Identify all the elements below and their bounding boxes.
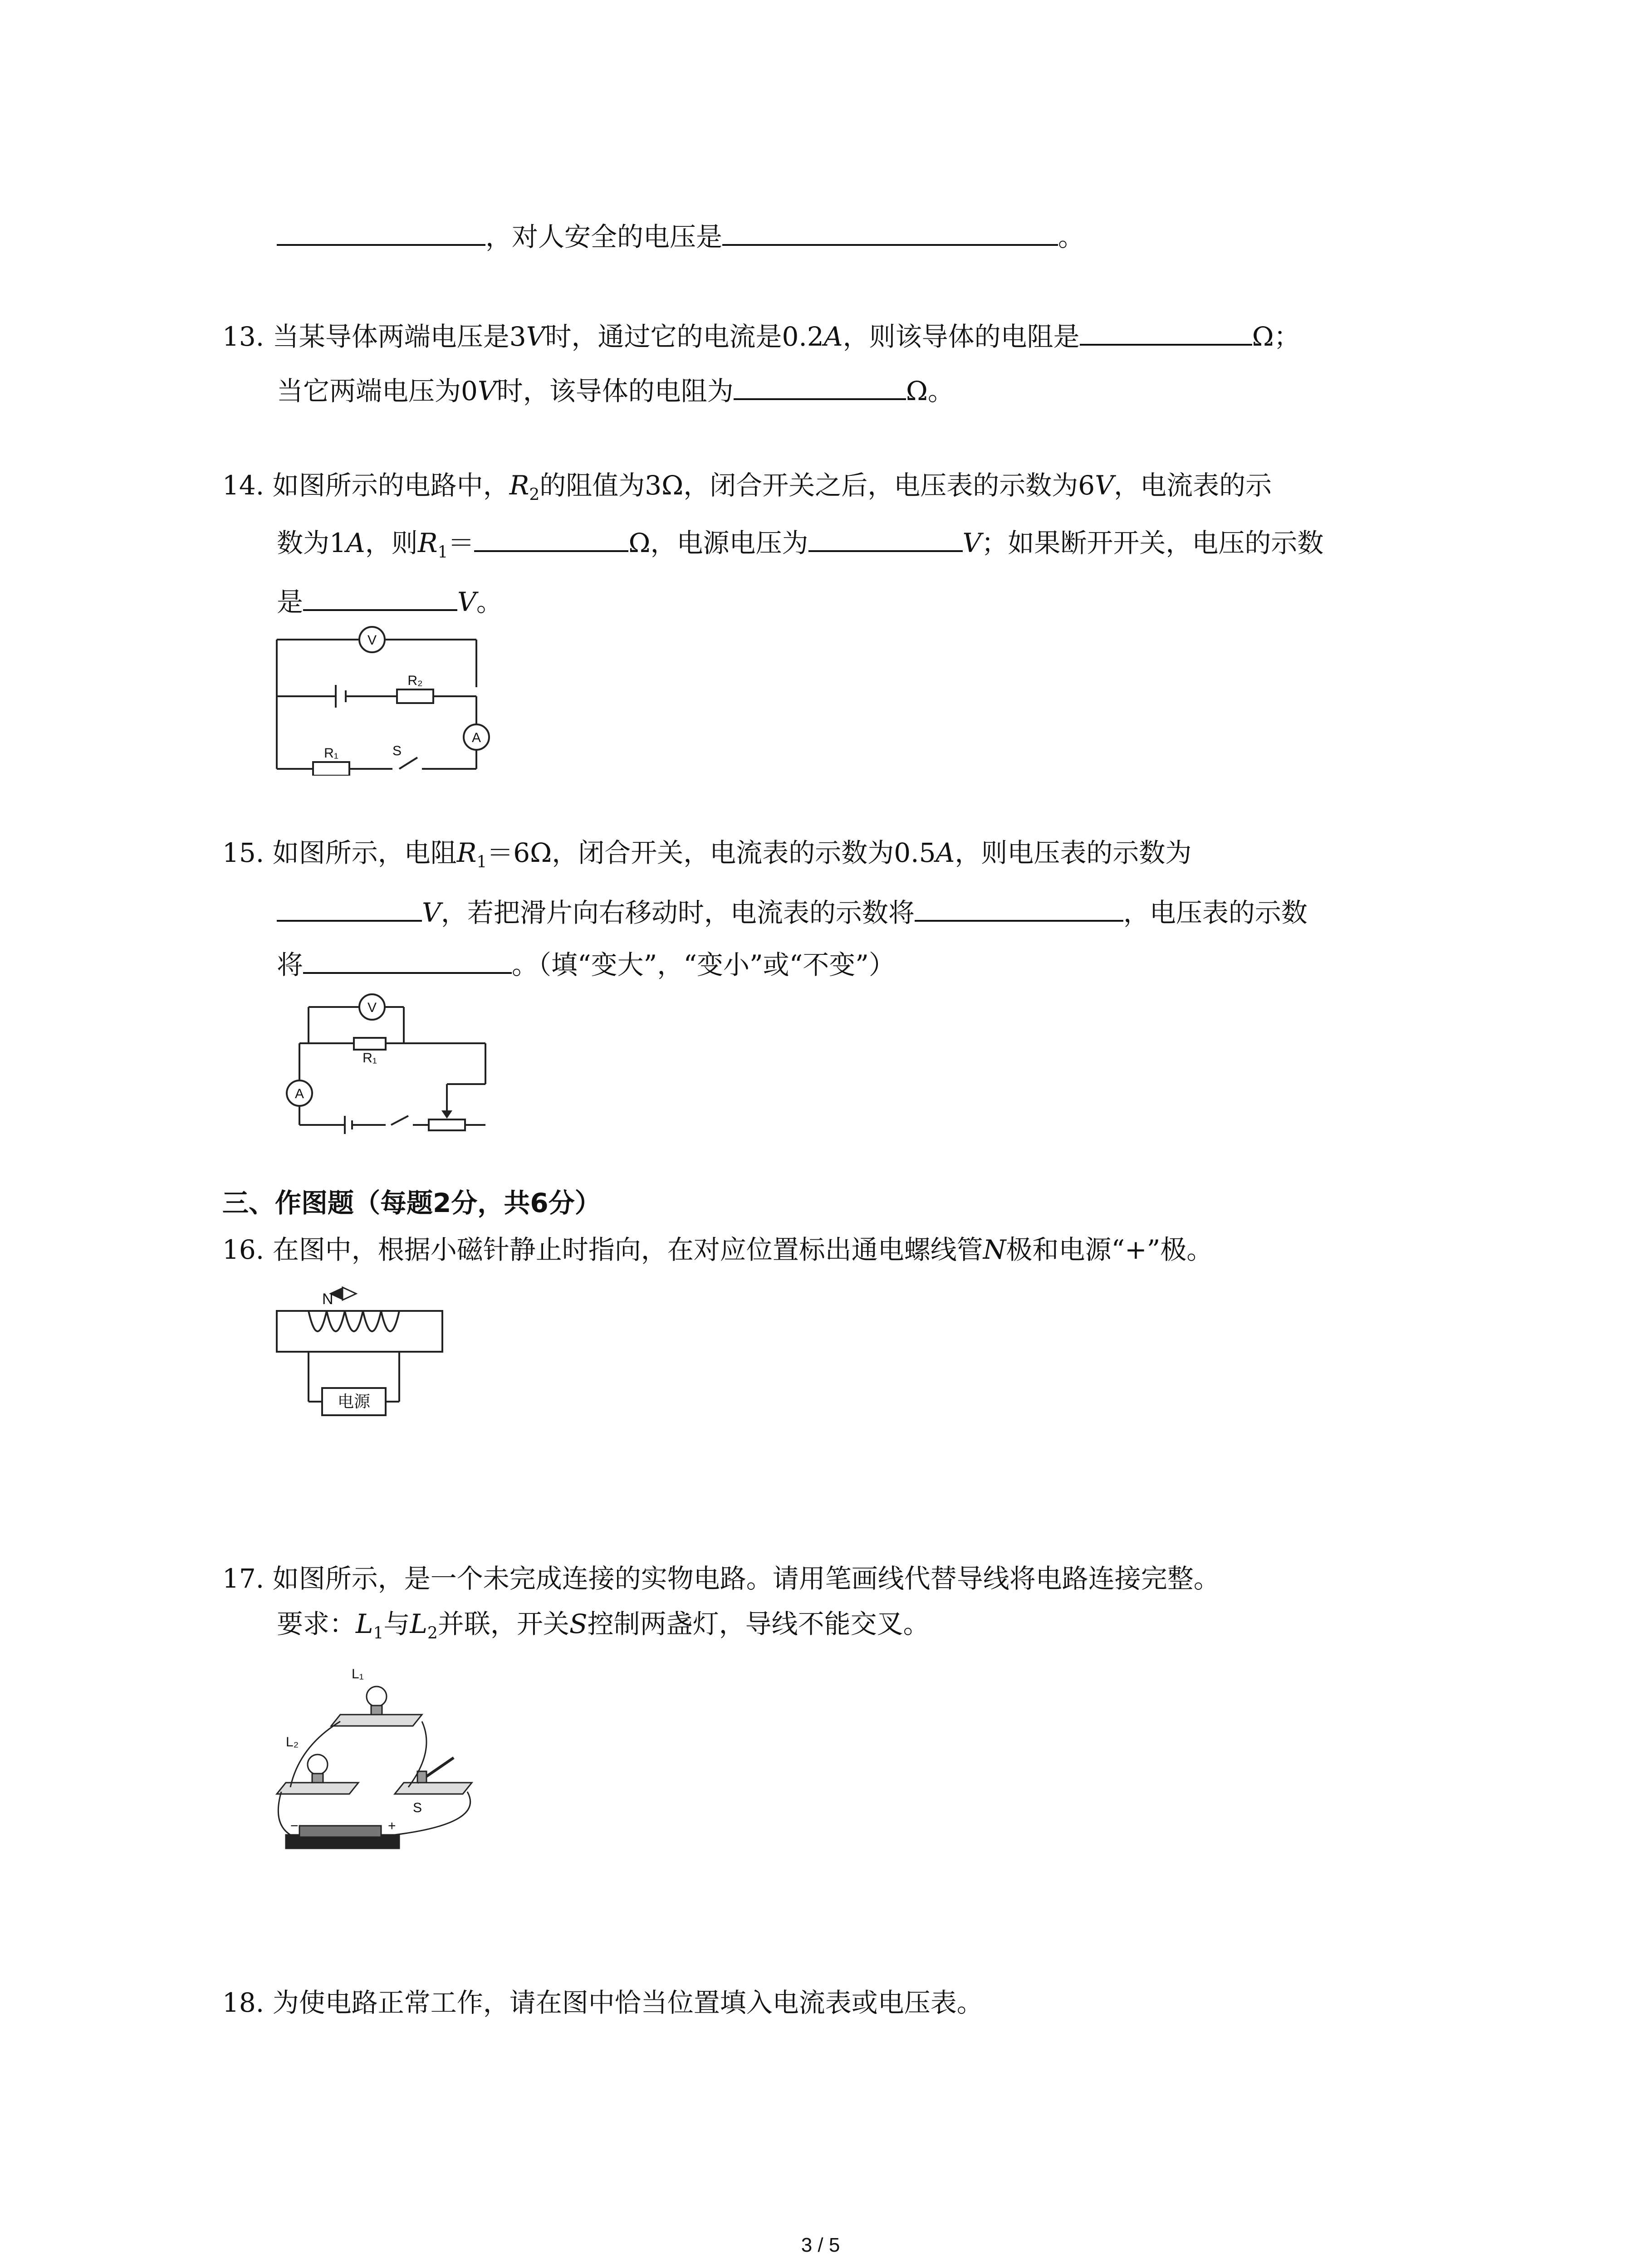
q16-line: 16. 在图中，根据小磁针静止时指向，在对应位置标出通电螺线管N极和电源“+”极。: [222, 1234, 1213, 1265]
plus-label: +: [388, 1818, 396, 1833]
q15-line2: V，若把滑片向右移动时，电流表的示数将 ，电压表的示数: [277, 894, 1308, 931]
answer-blank[interactable]: [303, 946, 512, 974]
q15-circuit-diagram: [272, 989, 499, 1134]
answer-blank[interactable]: [915, 894, 1123, 922]
q16-solenoid-diagram: [272, 1275, 454, 1429]
section-heading: 三、作图题（每题2分，共6分）: [222, 1188, 601, 1218]
q15-line3: 将 。（填“变大”，“变小”或“不变”）: [277, 946, 895, 983]
r1-label: R₁: [362, 1051, 377, 1066]
q12-line: ，对人安全的电压是 。: [277, 218, 1084, 255]
question-number: 16.: [222, 1234, 265, 1265]
q14-circuit-diagram: [272, 626, 508, 776]
answer-blank[interactable]: [734, 372, 906, 400]
answer-blank[interactable]: [277, 218, 485, 246]
minus-label: −: [290, 1818, 299, 1833]
q14-line3: 是 V。: [277, 583, 503, 620]
question-number: 18.: [222, 1987, 265, 2018]
answer-blank[interactable]: [808, 524, 963, 552]
q12-text: ，对人安全的电压是: [485, 221, 723, 252]
r1-label: R₁: [324, 746, 338, 761]
answer-blank[interactable]: [303, 583, 457, 611]
q17-physical-circuit: [272, 1656, 490, 1855]
answer-blank[interactable]: [277, 894, 422, 922]
ammeter-label: A: [294, 1086, 304, 1101]
q13-line1: 13. 当某导体两端电压是3V时，通过它的电流是0.2A，则该导体的电阻是 Ω；: [222, 318, 1300, 355]
l1-label: L₁: [352, 1667, 364, 1681]
question-number: 17.: [222, 1563, 265, 1594]
voltmeter-label: V: [367, 1000, 377, 1015]
question-number: 15.: [222, 837, 265, 868]
q17-line2: 要求：$L_1$与$L_2$并联，开关S控制两盏灯，导线不能交叉。: [277, 1608, 930, 1643]
n-label: N: [322, 1290, 333, 1308]
answer-blank[interactable]: [722, 218, 1058, 246]
switch-label: S: [413, 1800, 422, 1815]
q14-line1: 14. 如图所示的电路中，$R_2$的阻值为3Ω，闭合开关之后，电压表的示数为6V，电流表的示: [222, 470, 1272, 504]
q17-line1: 17. 如图所示，是一个未完成连接的实物电路。请用笔画线代替导线将电路连接完整。: [222, 1563, 1220, 1594]
compass-needle-south: [343, 1287, 356, 1300]
r2-label: R₂: [407, 673, 423, 688]
q14-line2: 数为1A，则$R_1= \Omega$，电源电压为 V；如果断开开关，电压的示数: [277, 524, 1323, 571]
voltmeter-label: V: [367, 633, 377, 648]
question-number: 14.: [222, 470, 265, 501]
power-source-label: 电源: [337, 1392, 371, 1411]
answer-blank[interactable]: [1080, 318, 1252, 346]
q18-line: 18. 为使电路正常工作，请在图中恰当位置填入电流表或电压表。: [222, 1987, 983, 2018]
ammeter-label: A: [471, 730, 481, 745]
question-number: 13.: [222, 321, 265, 352]
switch-label: S: [392, 743, 402, 758]
page-number: 3 / 5: [801, 2234, 840, 2256]
q13-line2: 当它两端电压为0V时，该导体的电阻为 Ω。: [277, 372, 954, 409]
l2-label: L₂: [286, 1735, 299, 1750]
q15-line1: 15. 如图所示，电阻$R_1=6\Omega$，闭合开关，电流表的示数为0.5A，则电压表的示数为: [222, 837, 1192, 872]
answer-blank[interactable]: [474, 524, 628, 552]
